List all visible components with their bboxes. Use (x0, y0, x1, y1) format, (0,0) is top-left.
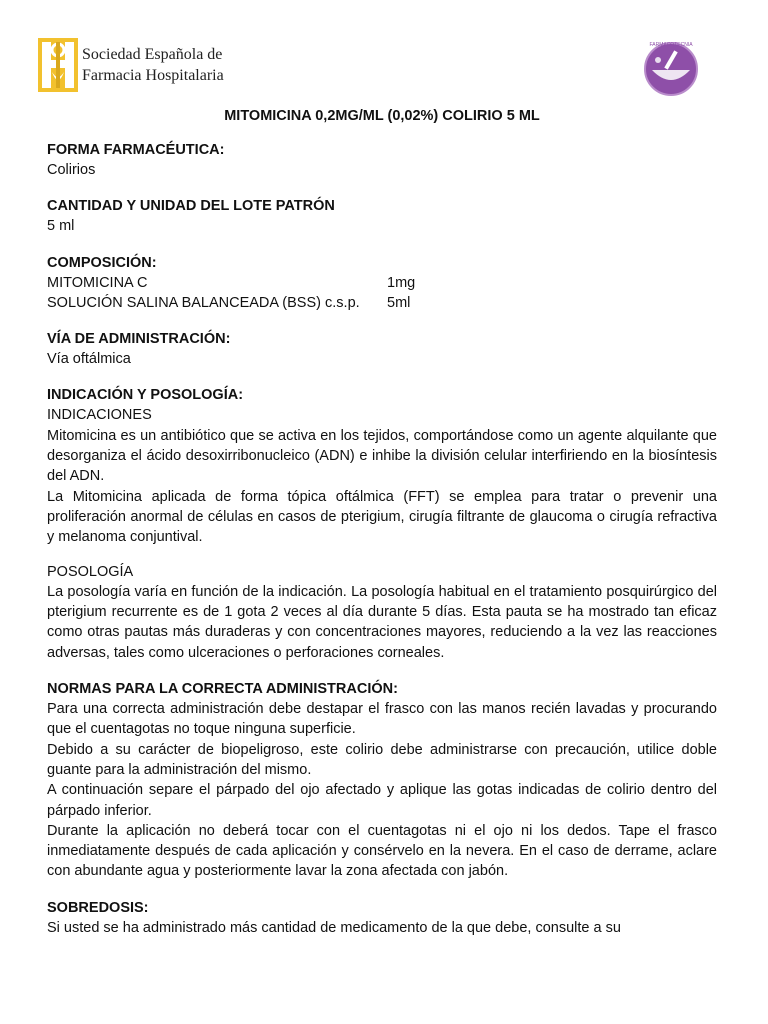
section-heading: INDICACIÓN Y POSOLOGÍA: (47, 387, 244, 404)
section-heading: NORMAS PARA LA CORRECTA ADMINISTRACIÓN: (47, 681, 398, 698)
section-heading: FORMA FARMACÉUTICA: (47, 142, 225, 158)
section-text: Vía oftálmica (47, 351, 131, 368)
farmacotecnia-logo-icon (636, 40, 706, 96)
paragraph: La Mitomicina aplicada de forma tópica oftálmica (FFT) se emplea para tratar o prevenir una proliferación anormal de células en casos de pterigium, cirugía filtrante de glaucoma o cirugía refractiva y melanoma conjuntival. (47, 488, 717, 546)
section-text: 5 ml (47, 218, 75, 235)
subheading-indicaciones: INDICACIONES (47, 407, 152, 424)
ingredient-amount: 5ml (387, 294, 411, 311)
paragraph: La posología varía en función de la indicación. La posología habitual en el tratamiento posquirúrgico del pterigium recurrente es de 1 gota 2 veces al día durante 5 días. Esta pauta se ha mostrado tan eficaz como otras pautas más duraderas y con concentraciones mayores, reduciendo a la vez las reacciones adversas, tales como ulceraciones o perforaciones corneales. (47, 583, 717, 661)
section-cantidad (47, 196, 717, 236)
section-heading: CANTIDAD Y UNIDAD DEL LOTE PATRÓN (47, 198, 335, 215)
logo-caption: FARMACOTECNIA (649, 42, 693, 48)
paragraph: Mitomicina es un antibiótico que se activa en los tejidos, comportándose como un agente alquilante que desorganiza el ácido desoxirribonucleico (ADN) e inhibe la división celular interfiriendo en la biosíntesis del ADN. (47, 427, 717, 485)
section-sobredosis (47, 898, 717, 938)
ingredient-name: SOLUCIÓN SALINA BALANCEADA (BSS) c.s.p. (47, 294, 360, 311)
paragraph: Durante la aplicación no deberá tocar con el cuentagotas ni el ojo ni los dedos. Tape el frasco inmediatamente después de cada aplicación y consérvelo en la nevera. En el caso de derrame, aclare con abundante agua y posteriormente lavar la zona afectada con jabón. (47, 822, 717, 880)
paragraph: Si usted se ha administrado más cantidad de medicamento de la que debe, consulte a su (47, 919, 621, 936)
composition-row (47, 273, 717, 293)
ingredient-name: MITOMICINA C (47, 274, 148, 291)
section-text: Colirios (47, 162, 96, 178)
paragraph: A continuación separe el párpado del ojo afectado y aplique las gotas indicadas de colirio dentro del párpado inferior. (47, 782, 717, 819)
organization-name (82, 44, 224, 86)
section-normas (47, 679, 717, 882)
document-title: MITOMICINA 0,2MG/ML (0,02%) COLIRIO 5 ML (224, 108, 540, 124)
section-heading: SOBREDOSIS: (47, 899, 149, 916)
section-heading: COMPOSICIÓN: (47, 254, 157, 271)
org-name-line2: Farmacia Hospitalaria (82, 67, 224, 84)
section-heading: VÍA DE ADMINISTRACIÓN: (47, 331, 231, 348)
document-body (47, 106, 717, 954)
subheading-posologia: POSOLOGÍA (47, 563, 134, 580)
paragraph: Debido a su carácter de biopeligroso, este colirio debe administrarse con precaución, utilice doble guante para la administración del mismo. (47, 741, 717, 778)
section-via (47, 329, 717, 369)
section-composicion (47, 253, 717, 314)
composition-row (47, 293, 717, 313)
section-forma (47, 140, 717, 180)
ingredient-amount: 1mg (387, 274, 416, 291)
paragraph: Para una correcta administración debe destapar el frasco con las manos recién lavadas y procurando que el cuentagotas no toque ninguna superficie. (47, 701, 717, 738)
sefh-logo-icon (38, 38, 78, 92)
page-header (0, 0, 768, 100)
section-indicacion (47, 385, 717, 663)
org-name-line1: Sociedad Española de (82, 46, 223, 63)
